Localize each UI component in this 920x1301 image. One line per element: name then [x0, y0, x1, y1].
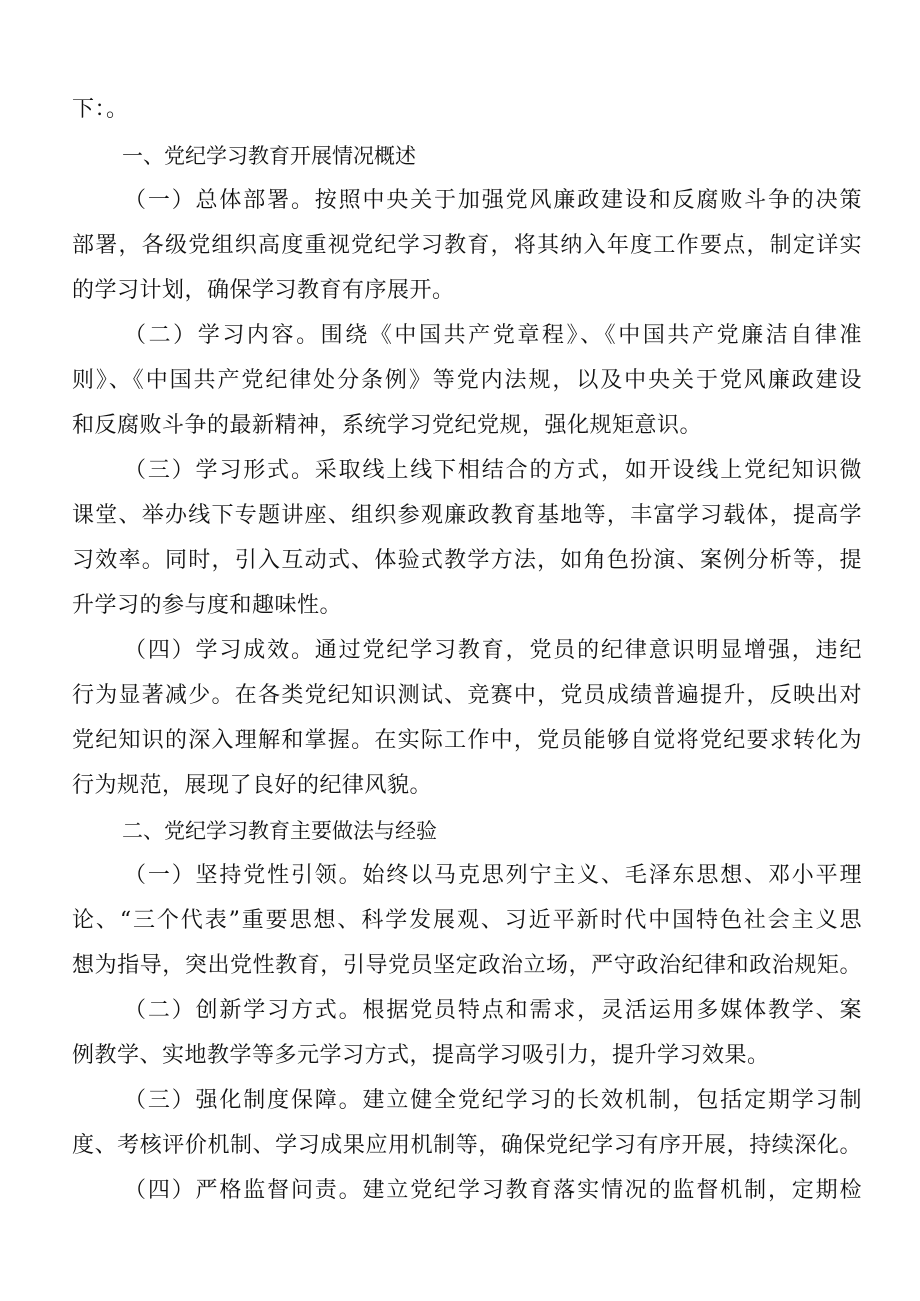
paragraph-line: （四）严格监督问责。建立党纪学习教育落实情况的监督机制，定期检: [124, 1178, 862, 1203]
paragraph-line: 党纪知识的深入理解和掌握。在实际工作中，党员能够自觉将党纪要求转化为: [72, 728, 862, 753]
paragraph-line: （四）学习成效。通过党纪学习教育，党员的纪律意识明显增强，违纪: [124, 638, 862, 663]
paragraph-line: 升学习的参与度和趣味性。: [72, 593, 343, 618]
section-heading-2: 二、党纪学习教育主要做法与经验: [122, 819, 437, 843]
paragraph-line: 下：。: [72, 97, 129, 122]
paragraph-line: （三）强化制度保障。建立健全党纪学习的长效机制，包括定期学习制: [124, 1088, 862, 1113]
paragraph-line: 和反腐败斗争的最新精神，系统学习党纪党规，强化规矩意识。: [72, 413, 703, 438]
paragraph-line: 则》、《中国共产党纪律处分条例》等党内法规，以及中央关于党风廉政建设: [72, 368, 862, 393]
paragraph-line: 行为显著减少。在各类党纪知识测试、竞赛中，党员成绩普遍提升，反映出对: [72, 683, 862, 708]
paragraph-line: （二）创新学习方式。根据党员特点和需求，灵活运用多媒体教学、案: [124, 998, 862, 1023]
paragraph-line: （一）坚持党性引领。始终以马克思列宁主义、毛泽东思想、邓小平理: [124, 863, 862, 888]
paragraph-line: 例教学、实地教学等多元学习方式，提高学习吸引力，提升学习效果。: [72, 1043, 770, 1068]
paragraph-line: 部署，各级党组织高度重视党纪学习教育，将其纳入年度工作要点，制定详实: [72, 233, 862, 258]
paragraph-line: 行为规范，展现了良好的纪律风貌。: [72, 773, 433, 798]
paragraph-line: 论、“三个代表”重要思想、科学发展观、习近平新时代中国特色社会主义思: [72, 908, 862, 933]
paragraph-line: 度、考核评价机制、学习成果应用机制等，确保党纪学习有序开展，持续深化。: [72, 1133, 862, 1158]
paragraph-line: （三）学习形式。采取线上线下相结合的方式，如开设线上党纪知识微: [124, 458, 862, 483]
paragraph-line: 想为指导，突出党性教育，引导党员坚定政治立场，严守政治纪律和政治规矩。: [72, 953, 862, 978]
paragraph-line: （二）学习内容。围绕《中国共产党章程》、《中国共产党廉洁自律准: [124, 323, 862, 348]
section-heading-1: 一、党纪学习教育开展情况概述: [122, 144, 416, 168]
paragraph-line: 课堂、举办线下专题讲座、组织参观廉政教育基地等，丰富学习载体，提高学: [72, 503, 862, 528]
paragraph-line: 习效率。同时，引入互动式、体验式教学方法，如角色扮演、案例分析等，提: [72, 548, 862, 573]
paragraph-line: （一）总体部署。按照中央关于加强党风廉政建设和反腐败斗争的决策: [124, 188, 862, 213]
paragraph-line: 的学习计划，确保学习教育有序展开。: [72, 278, 455, 303]
